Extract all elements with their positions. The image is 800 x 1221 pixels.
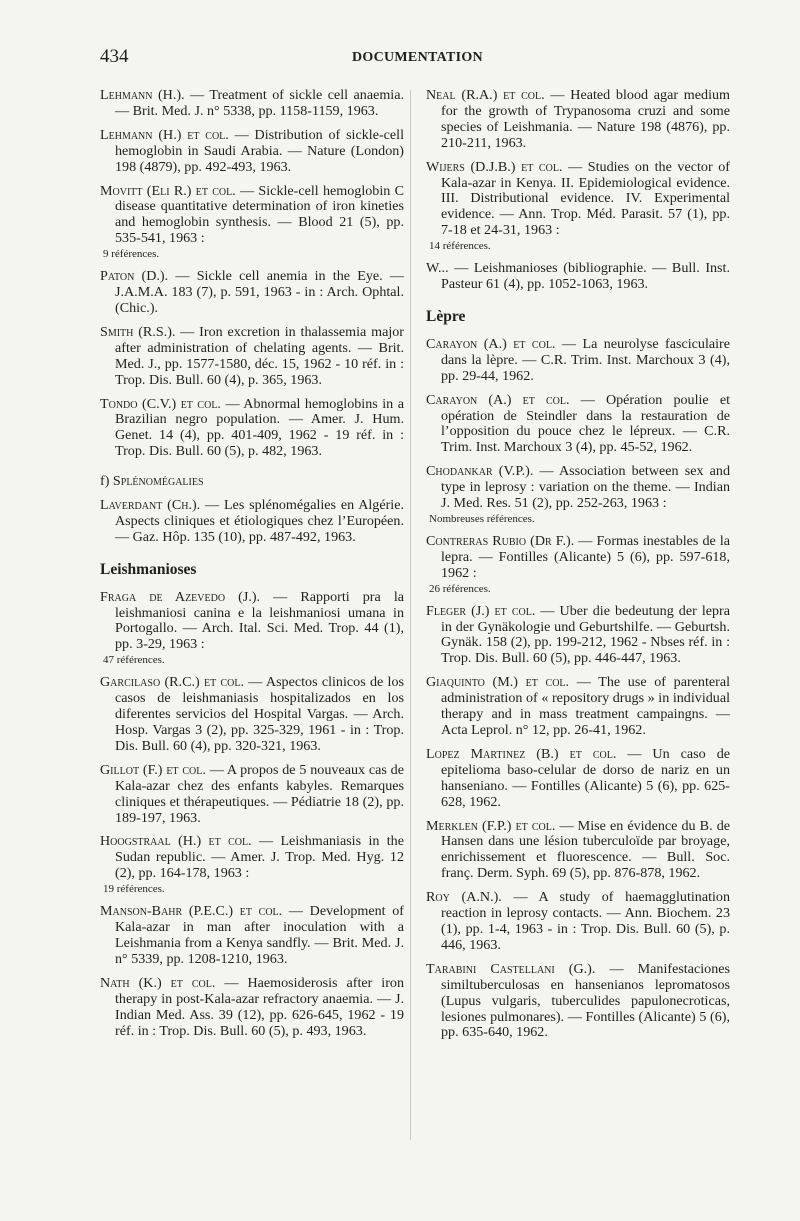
entry-text: — Les splénomégalies en Algérie. Aspects cliniques et étiologiques chez l’Européen. — Gaz. Hôp. 135 (10), pp. 487-492, 1963. [115,497,404,545]
reference-entry [426,534,730,596]
section-heading-lepre: Lèpre [426,307,466,325]
reference-entry [426,337,730,385]
entry-author: Movitt (Eli R.) et col. [100,182,236,199]
entry-author: Merklen (F.P.) et col. [426,817,556,834]
entry-references-note: 9 références. [103,248,160,261]
entry-text: — Distribution of sickle-cell hemoglobin in Saudi Arabia. — Nature (London) 198 (4879), pp. 492-493, 1963. [115,126,404,175]
reference-entry [426,675,730,739]
entry-author: Lopez Martinez (B.) et col. [426,745,617,762]
entry-author: Hoogstraal (H.) et col. [100,833,252,850]
entry-author: Tarabini Castellani (G.). [426,960,596,977]
reference-entry [426,819,730,883]
page-number: 434 [100,46,129,67]
entry-group-leishmanioses-cont [426,88,730,293]
running-title: DOCUMENTATION [352,50,483,65]
entry-author: Chodankar (V.P.). [426,463,534,480]
entry-group-hemoglobin [100,88,404,460]
section-heading-leishmanioses: Leishmanioses [100,560,197,578]
column-divider [410,90,411,1140]
reference-entry [100,904,404,968]
entry-text: — Studies on the vector of Kala-azar in Kenya. II. Epidemiological evidence. III. Distributional evidence. IV. Experimental evidence. — Ann. Trop. Méd. Parasit. 57 (1), pp. 7-18 et 24-31, 1963 : [441,158,730,239]
entry-author: Neal (R.A.) et col. [426,87,545,103]
entry-text: — Sickle-cell hemoglobin C disease quantitative determination of iron kineties and hemoglobin synthesis. — Blood 21 (5), pp. 535-541, 1963 : [115,182,404,247]
left-column [100,88,404,1047]
entry-author: Contreras Rubio (Dr F.). [426,532,575,549]
reference-entry [100,269,404,317]
entry-author: Giaquinto (M.) et col. [426,674,570,691]
entry-references-note: 14 références. [429,240,491,253]
reference-entry [100,498,404,546]
entry-text: — Iron excretion in thalassemia major after administration of chelating agents. — Brit. Med. J., pp. 1577-1580, déc. 15, 1962 - 10 réf. in : Trop. Dis. Bull. 60 (4), p. 365, 1963. [115,323,405,388]
entry-text: — Opération poulie et opération de Steindler dans la restauration de l’opposition du pouce chez le lépreux. — C.R. Trim. Inst. Marchoux 3 (4), pp. 45-52, 1962. [441,391,730,456]
entry-text: — Un caso de epitelioma baso-celular de dorso de nariz en un hanseniano. — Fontilles (Alicante) 5 (6), pp. 625-628, 1962. [441,745,730,810]
entry-author: Nath (K.) et col. [100,974,216,991]
entry-text: — A propos de 5 nouveaux cas de Kala-azar chez des enfants kabyles. Remarques cliniques et thérapeutiques. — Pédiatrie 18 (2), pp. 189-197, 1963. [115,761,404,826]
entry-author: Paton (D.). [100,268,169,285]
reference-entry [100,834,404,896]
entry-text: — Rapporti pra la leishmaniosi canina e la leishmaniosi umana in Portogallo. — Arch. Ital. Sci. Med. Trop. 44 (1), pp. 3-29, 1963 : [115,588,404,653]
entry-author: Lehmann (H.). [100,87,185,103]
entry-group-lepre [426,337,730,1041]
entry-author: Fleger (J.) et col. [426,602,536,619]
reference-entry [426,747,730,811]
entry-text: — La neurolyse fasciculaire dans la lèpre. — C.R. Trim. Inst. Marchoux 3 (4), pp. 29-44, 1962. [441,335,730,384]
reference-entry [100,88,404,120]
entry-text: — Mise en évidence du B. de Hansen dans une lésion tuberculoïde par broyage, enrichissement et fluorescence. — Bull. Soc. franç. Derm. Syph. 69 (5), pp. 876-878, 1962. [441,817,731,882]
entry-author: Wijers (D.J.B.) et col. [426,158,563,175]
entry-author: Carayon (A.) et col. [426,391,570,408]
entry-text: — Association between sex and type in leprosy : variation on the theme. — Indian J. Med. Res. 51 (2), pp. 252-263, 1963 : [441,463,730,512]
entry-text: — Formas inestables de la lepra. — Fontilles (Alicante) 5 (6), pp. 597-618, 1962 : [441,532,731,581]
reference-entry [426,261,730,293]
reference-entry [426,88,730,152]
page-header [100,46,710,76]
entry-group-splenomegalies [100,498,404,546]
reference-entry [426,160,730,254]
reference-entry [100,184,404,262]
reference-entry [100,590,404,668]
subsection-heading [100,474,404,490]
reference-entry [426,393,730,457]
reference-entry [100,675,404,755]
entry-author: Laverdant (Ch.). [100,497,201,514]
reference-entry [100,128,404,176]
entry-author: Carayon (A.) et col. [426,335,556,352]
entry-author: W... [426,260,449,277]
entry-author: Gillot (F.) et col. [100,761,206,778]
entry-author: Tondo (C.V.) et col. [100,395,221,412]
entry-author: Manson-Bahr (P.E.C.) et col. [100,903,283,920]
reference-entry [100,763,404,827]
entry-author: Lehmann (H.) et col. [100,126,229,143]
entry-text: — Heated blood agar medium for the growth of Trypanosoma cruzi and some species of Leishmania. — Nature 198 (4876), pp. 210-211, 1963. [441,87,730,151]
entry-text: — Abnormal hemoglobins in a Brazilian negro population. — Amer. J. Hum. Genet. 14 (4), pp. 401-409, 1962 - 19 réf. in : Trop. Dis. Bull. 60 (5), p. 482, 1963. [115,395,404,460]
reference-entry [100,397,404,461]
entry-references-note: 47 références. [103,654,165,667]
entry-references-note: 26 références. [429,582,491,595]
entry-text: — Sickle cell anemia in the Eye. — J.A.M.A. 183 (7), p. 591, 1963 - in : Arch. Ophtal. (Chic.). [115,268,404,316]
entry-text: — A study of haemagglutination reaction in leprosy contacts. — Ann. Biochem. 23 (1), pp. 1-4, 1963 - in : Trop. Dis. Bull. 60 (5), p. 446, 1963. [441,889,730,953]
right-column [426,88,730,1049]
entry-text: — Haemosiderosis after iron therapy in post-Kala-azar refractory anaemia. — J. Indian Med. Ass. 39 (12), pp. 626-645, 1962 - 19 réf. in : Trop. Dis. Bull. 60 (5), p. 493, 1963. [115,974,405,1039]
reference-entry [100,976,404,1040]
entry-group-leishmanioses [100,590,404,1040]
entry-references-note: 19 références. [103,883,165,896]
entry-author: Smith (R.S.). [100,323,176,340]
subsection-title: Splénomégalies [112,473,204,490]
entry-text: — Uber die bedeutung der lepra in der Gynäkologie und Geburtshilfe. — Geburtsh. Gynäk. 158 (2), pp. 199-212, 1962 - Nbses réf. in : Trop. Dis. Bull. 60 (5), pp. 446-447, 1963. [441,602,730,667]
entry-text: — Development of Kala-azar in man after inoculation with a Leishmania from a Kenya sandfly. — Brit. Med. J. n° 5339, pp. 1208-1210, 1963. [115,903,404,967]
entry-author: Fraga de Azevedo (J.). [100,588,261,605]
subsection-prefix: f) [100,473,113,490]
reference-entry [426,890,730,954]
reference-entry [426,464,730,526]
entry-text: — Leishmanioses (bibliographie. — Bull. Inst. Pasteur 61 (4), pp. 1052-1063, 1963. [441,260,730,293]
reference-entry [100,325,404,389]
entry-text: — Leishmaniasis in the Sudan republic. — Amer. J. Trop. Med. Hyg. 12 (2), pp. 164-178, 1963 : [115,833,404,882]
entry-text: — Manifestaciones similtuberculosas en hansenianos lepromatosos (Lupus vulgaris, tuberculides papulonecroticas, lesiones pulmonares). — Fontilles (Alicante) 5 (6), pp. 635-640, 1962. [441,960,730,1041]
entry-text: — Aspectos clinicos de los casos de leishmaniasis hospitalizados en los diferentes servicios del Hospital Vargas. — Arch. Hosp. Vargas 3 (2), pp. 325-329, 1961 - in : Trop. Dis. Bull. 60 (4), pp. 320-321, 1963. [115,674,405,754]
reference-entry [426,604,730,668]
entry-text: — Treatment of sickle cell anaemia. — Brit. Med. J. n° 5338, pp. 1158-1159, 1963. [115,87,404,119]
entry-author: Roy (A.N.). [426,889,502,906]
entry-references-note: Nombreuses références. [429,512,535,525]
entry-author: Garcilaso (R.C.) et col. [100,674,245,691]
reference-entry [426,962,730,1042]
entry-text: — The use of parenteral administration of « repository drugs » in individual therapy and in mass treatment campaingns. — Acta Leprol. n° 12, pp. 26-41, 1962. [441,674,730,738]
